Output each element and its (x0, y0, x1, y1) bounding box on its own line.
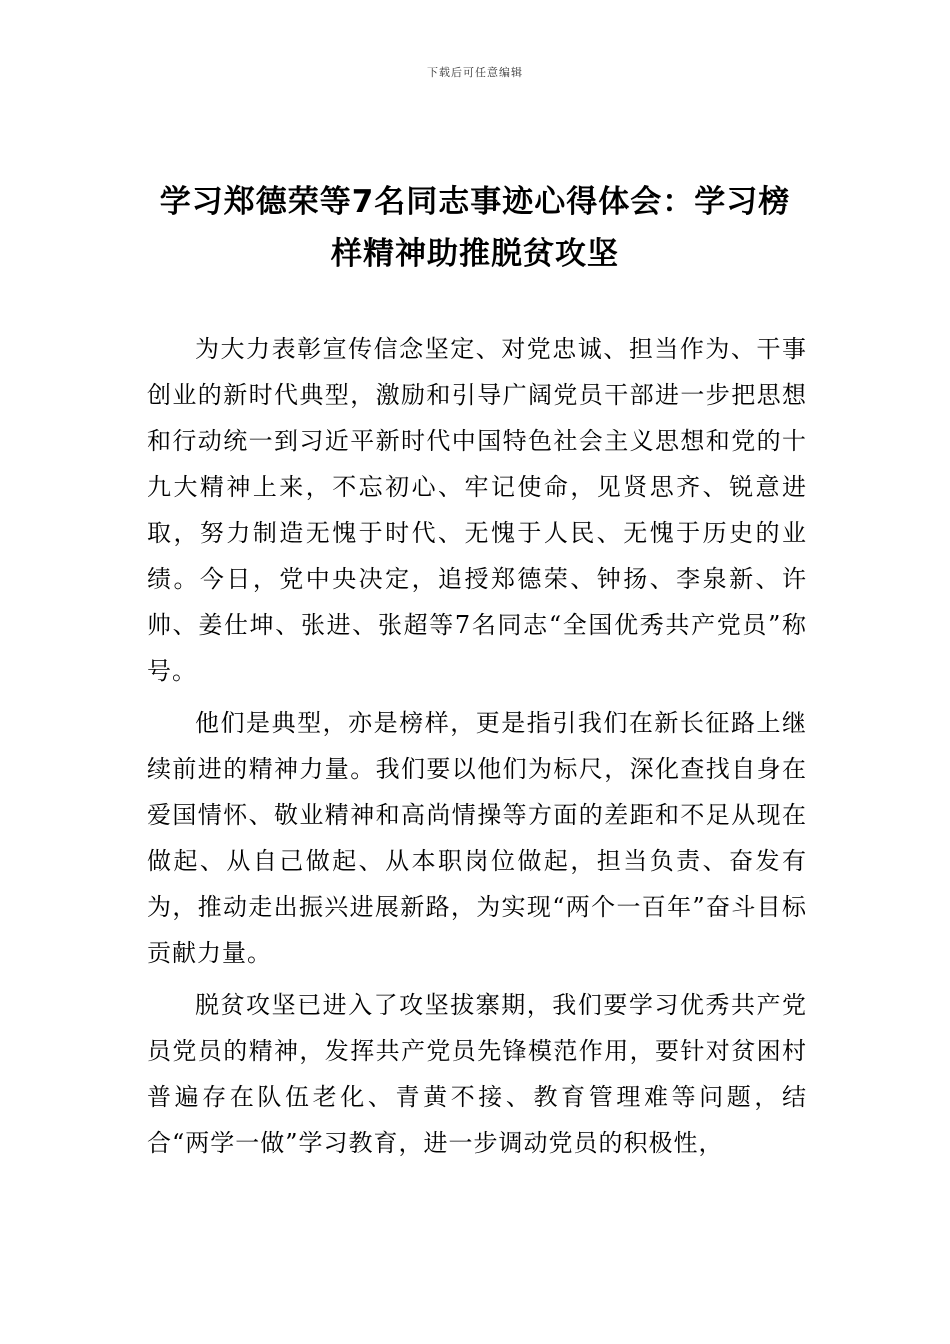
paragraph: 他们是典型，亦是榜样，更是指引我们在新长征路上继续前进的精神力量。我们要以他们为标尺，深化查找自身在爱国情怀、敬业精神和高尚情操等方面的差距和不足从现在做起、从自己做起、从本职岗位做起，担当负责、奋发有为，推动走出振兴进展新路，为实现“两个一百年”奋斗目标贡献力量。 (147, 709, 807, 967)
document-body (147, 326, 807, 1172)
document-title: 学习郑德荣等7名同志事迹心得体会：学习榜样精神助推脱贫攻坚 (159, 184, 791, 272)
header-note: 下载后可任意编辑 (427, 66, 523, 79)
paragraph: 为大力表彰宣传信念坚定、对党忠诚、担当作为、干事创业的新时代典型，激励和引导广阔党员干部进一步把思想和行动统一到习近平新时代中国特色社会主义思想和党的十九大精神上来，不忘初心、牢记使命，见贤思齐、锐意进取，努力制造无愧于时代、无愧于人民、无愧于历史的业绩。今日，党中央决定，追授郑德荣、钟扬、李泉新、许帅、姜仕坤、张进、张超等7名同志“全国优秀共产党员”称号。 (147, 335, 807, 685)
paragraph: 脱贫攻坚已进入了攻坚拔寨期，我们要学习优秀共产党员党员的精神，发挥共产党员先锋模范作用，要针对贫困村普遍存在队伍老化、青黄不接、教育管理难等问题，结合“两学一做”学习教育，进一步调动党员的积极性， (147, 991, 807, 1157)
